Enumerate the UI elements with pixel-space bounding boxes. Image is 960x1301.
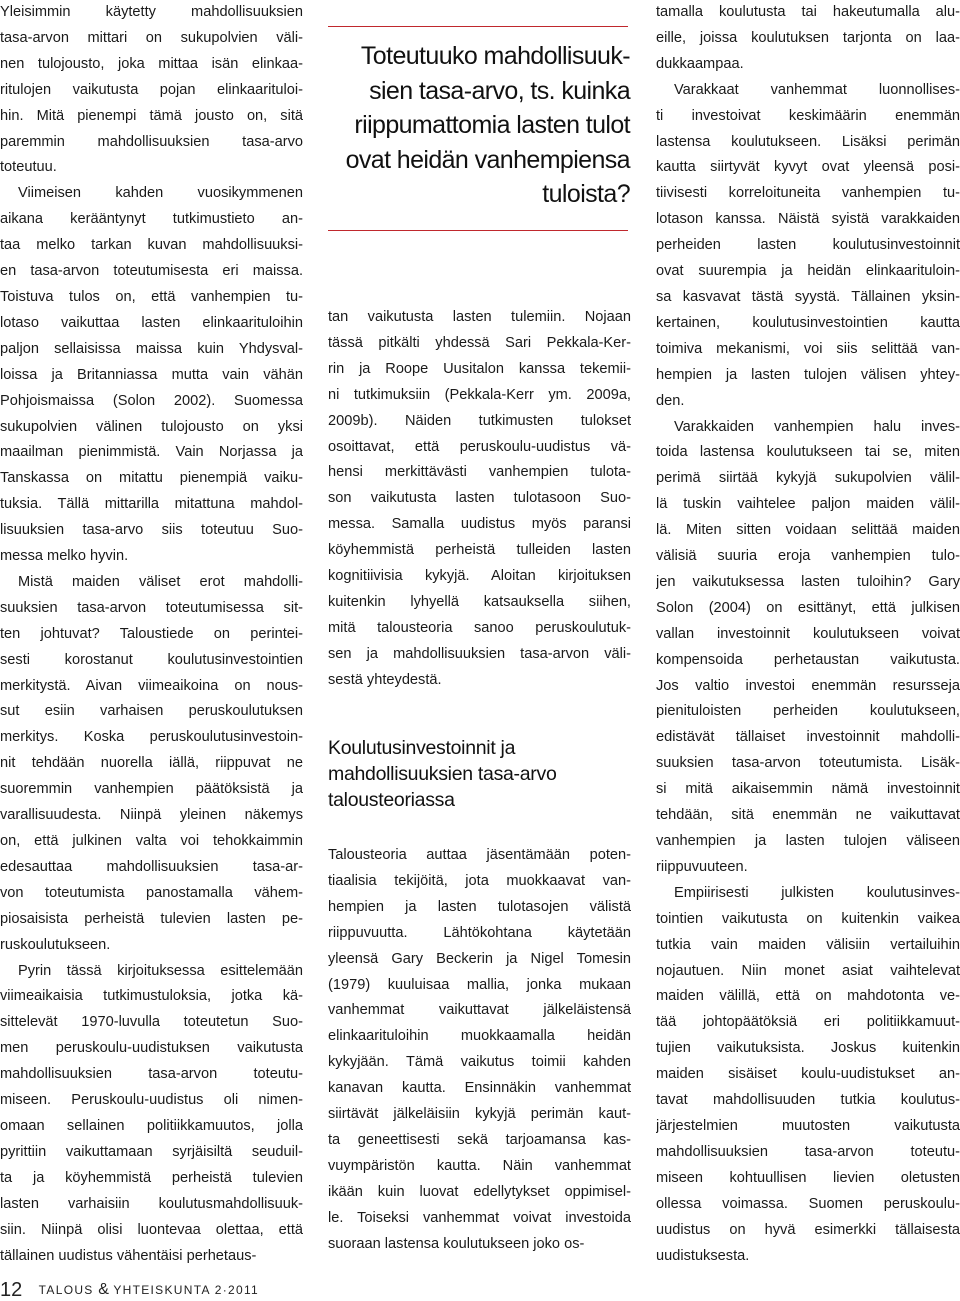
text-line: tamalla koulutusta tai hakeutumalla alu-	[656, 4, 960, 20]
pull-quote-bottom-rule	[328, 230, 628, 231]
text-line: en tasa-arvon toteutumisesta eri maissa.	[0, 263, 303, 280]
text-line: hempien ja lasten tulotasojen välistä	[328, 898, 631, 915]
text-line: ritulojen vaikutusta pojan elinkaarituloi-	[0, 81, 303, 98]
text-line: Tanskassa on mitattu pienempiä vaiku-	[0, 470, 303, 487]
text-line: ni tutkimuksiin (Pekkala-Kerr ym. 2009a,	[328, 386, 631, 403]
text-line: Mistä maiden väliset erot mahdolli-	[18, 573, 303, 590]
text-line: lastensa koulutukseen. Lisäksi perimän	[656, 133, 960, 150]
text-line: ti investoivat keskimäärin enemmän	[656, 107, 960, 124]
column-3	[656, 0, 960, 1269]
text-line: nit tehdään nuorella iällä, riippuvat ne	[0, 755, 303, 772]
text-line: kertainen, koulutusinvestointien kautta	[656, 314, 960, 331]
page-number: 12	[0, 1279, 23, 1301]
pull-quote-line: sien tasa-arvo, ts. kuinka	[369, 76, 630, 105]
text-line: kautta siirtyvät kyvyt ovat yleensä posi-	[656, 159, 960, 176]
publication-name-part2: YHTEISKUNTA 2·2011	[113, 1283, 259, 1297]
text-line: messa. Samalla uudistus myös paransi	[328, 516, 631, 533]
paragraph	[0, 570, 303, 959]
page-footer	[0, 1277, 400, 1299]
text-line: tällainen uudistus vähentäisi perhetaus-	[0, 1247, 257, 1264]
text-line: edistävät tällaiset investoinnit mahdolli-	[656, 729, 960, 746]
text-line: Viimeisen kahden vuosikymmenen	[18, 185, 303, 202]
text-line: paremmin mahdollisuuksien tasa-arvo	[0, 133, 303, 150]
text-line: lä tuskin vaihtelee paljon maiden välil-	[656, 496, 960, 513]
text-line: vanhempien ja lasten tulojen väliseen	[656, 833, 960, 849]
text-line: sut esiin varhaisen peruskoulutuksen	[0, 703, 303, 720]
text-line: maailman pienimmistä. Vain Norjassa ja	[0, 444, 303, 461]
text-line: kuitenkin lyhyellä katsauksella siihen,	[328, 593, 631, 610]
text-line: tasa-arvon mittari on sukupolvien väli-	[0, 29, 303, 46]
pull-quote-line: riippumattomia lasten tulot	[354, 111, 630, 140]
section-heading-line: mahdollisuuksien tasa-arvo	[328, 763, 557, 785]
text-line: lotason kanssa. Näistä syistä varakkaiden	[656, 211, 960, 228]
text-line: hensi merkittävästi vanhempien tulota-	[328, 464, 631, 481]
text-line: taa melko tarkan kuvan mahdollisuuksi-	[0, 237, 303, 254]
text-line: miseen kohtuullisen lievien oletusten	[656, 1169, 960, 1186]
text-line: maiden sisäiset koulu-uudistukset an-	[656, 1066, 960, 1083]
text-line: jen vaikutuksessa lasten tuloihin? Gary	[656, 573, 960, 590]
text-line: on, että julkinen valta voi tehokkaimmin	[0, 833, 303, 849]
text-line: rin ja Roope Uusitalon kanssa tekemii-	[328, 360, 631, 377]
text-line: sittelevät 1970-luvulla toteutetun Suo-	[0, 1014, 303, 1031]
text-line: köyhemmistä perheistä tulleiden lasten	[328, 542, 631, 559]
text-line: järjestelmien muutosten vaikutusta	[656, 1117, 960, 1134]
text-line: vuympäristön kautta. Näin vanhemmat	[328, 1157, 631, 1174]
text-line: tavat mahdollisuuden tutkia koulutus-	[656, 1092, 960, 1109]
text-line: ikään kuin luovat edellytykset oppimisel-	[328, 1183, 631, 1200]
text-line: uudistuksesta.	[656, 1247, 750, 1264]
text-line: elinkaarituloihin muokkaamalla heidän	[328, 1028, 631, 1045]
text-line: vallan investoinnit koulutukseen voivat	[656, 625, 960, 642]
text-line: riippuvuutta. Lähtökohtana käytetään	[328, 924, 631, 941]
text-line: ta ja köyhemmistä perheistä tulevien	[0, 1169, 303, 1186]
text-line: kanavan kautta. Ensinnäkin vanhemmat	[328, 1080, 631, 1097]
publication-ampersand: &	[98, 1281, 109, 1298]
text-line: miseen. Peruskoulu-uudistus oli nimen-	[0, 1092, 303, 1109]
text-line: osoittavat, että peruskoulu-uudistus vä-	[328, 438, 631, 455]
text-line: Jos valtio investoi enemmän resursseja	[656, 677, 960, 694]
text-line: sa kasvavat tästä syystä. Tällainen yksin-	[656, 288, 960, 305]
text-line: Solon (2004) on esittänyt, että julkisen	[656, 599, 960, 616]
pull-quote-top-rule	[328, 26, 628, 27]
text-line: eille, joissa koulutuksen tarjonta on laa-	[656, 29, 960, 46]
text-line: merkitystä. Aivan viimeaikoina on nous-	[0, 677, 303, 694]
text-line: lasten varhaisiin koulutusmahdollisuuk-	[0, 1195, 303, 1212]
section-heading	[328, 735, 630, 813]
text-line: välisiä suuria eroja vanhempien tulo-	[656, 548, 960, 565]
text-line: tiivisesti korreloituneita vanhempien tu-	[656, 185, 960, 202]
text-line: le. Toiseksi vanhemmat voivat investoida	[328, 1209, 631, 1226]
text-line: Varakkaiden vanhempien halu inves-	[674, 418, 960, 435]
text-line: toteutuu.	[0, 159, 57, 176]
text-line: tiaalisia tekijöitä, jota muokkaavat van-	[328, 872, 631, 889]
text-line: nen tulojousto, joka mittaa isän elinkaa-	[0, 55, 303, 72]
text-line: tuksia. Tällä mittarilla mitattuna mahdol-	[0, 496, 303, 513]
text-line: perimä siirtää kykyjä sukupolvien välil-	[656, 470, 960, 487]
text-line: tointien vaikutusta on kuitenkin vaikea	[656, 910, 960, 927]
text-line: sestä yhteydestä.	[328, 671, 442, 688]
text-line: dukkaampaa.	[656, 55, 744, 72]
text-line: uudistus on hyvä esimerkki tällaisesta	[656, 1221, 960, 1238]
text-line: toida lastensa koulutukseen tai se, miten	[656, 444, 960, 461]
text-line: tutkia vain maiden välisiin vertailuihin	[656, 936, 960, 953]
text-line: sukupolvien välinen tulojousto on yksi	[0, 418, 303, 435]
text-line: ollessa voimassa. Suomen peruskoulu-	[656, 1195, 960, 1212]
paragraph	[656, 881, 960, 1270]
paragraph	[0, 0, 303, 181]
text-line: messa melko hyvin.	[0, 548, 129, 565]
text-line: toimiva mekanismi, voi siis selittää van-	[656, 340, 960, 357]
text-line: piosaisista perheistä tulevien lasten pe-	[0, 910, 303, 927]
text-line: Yleisimmin käytetty mahdollisuuksien	[0, 4, 303, 20]
text-line: Talousteoria auttaa jäsentämään poten-	[328, 847, 631, 863]
text-line: ovat suurempia ja heidän elinkaarituloin-	[656, 263, 960, 280]
text-line: si mitä aikaisemmin nämä investoinnit	[656, 781, 960, 798]
text-line: edesauttaa mahdollisuuksien tasa-ar-	[0, 858, 303, 875]
text-line: Empiirisesti julkisten koulutusinves-	[674, 884, 960, 901]
text-line: ruskoulutukseen.	[0, 936, 111, 953]
text-line: hin. Mitä pienempi tämä jousto on, sitä	[0, 107, 303, 124]
text-line: omaan sellainen politiikkamuutos, jolla	[0, 1117, 303, 1134]
text-line: varallisuudesta. Niinpä yleinen näkemys	[0, 807, 303, 824]
pull-quote	[328, 26, 630, 231]
text-line: tässä pitkälti yhdessä Sari Pekkala-Ker-	[328, 334, 631, 351]
text-line: suuksien tasa-arvon toteutumista. Lisäk-	[656, 755, 960, 772]
text-line: Pyrin tässä kirjoituksessa esittelemään	[18, 962, 303, 979]
text-line: kykyjään. Tämä vaikutus toimii kahden	[328, 1054, 631, 1071]
text-line: tehdään, sitä enemmän ne vaikuttavat	[656, 807, 960, 824]
text-line: lä. Miten sitten voidaan selittää maiden	[656, 522, 960, 539]
pull-quote-line: Toteutuuko mahdollisuuk-	[360, 42, 630, 70]
text-line: suoraan lastensa koulutukseen joko os-	[328, 1235, 585, 1252]
pull-quote-line: ovat heidän vanhempiensa	[345, 145, 630, 174]
paragraph	[656, 415, 960, 881]
text-line: 2009b). Näiden tutkimusten tulokset	[328, 412, 631, 429]
text-line: suuksien tasa-arvon toteutumisessa sit-	[0, 599, 303, 616]
text-line: lotaso vaikuttaa lasten elinkaarituloihin	[0, 314, 303, 331]
pull-quote-text	[328, 39, 630, 212]
text-line: ta geneettisesti sekä tarjoamansa kas-	[328, 1131, 631, 1148]
text-line: (1979) kuuluisaa mallia, jonka mukaan	[328, 976, 631, 993]
text-line: mahdollisuuksien tasa-arvon toteutu-	[656, 1143, 960, 1160]
text-line: viimeaikaisia tutkimustuloksia, jotka kä-	[0, 988, 303, 1005]
text-line: sesti korostanut koulutusinvestointien	[0, 651, 303, 668]
paragraph	[328, 843, 631, 1258]
publication-name-part1: TALOUS	[38, 1283, 94, 1297]
text-line: Varakkaat vanhemmat luonnollises-	[674, 81, 960, 98]
text-line: merkitys. Koska peruskoulutusinvestoin-	[0, 729, 303, 746]
text-line: siin. Niinpä olisi luontevaa olettaa, että	[0, 1221, 303, 1238]
text-line: aikana kerääntynyt tutkimustieto an-	[0, 211, 303, 228]
text-line: Pohjoismaissa (Solon 2002). Suomessa	[0, 392, 303, 409]
text-line: hempien ja lasten tulojen välisen yhtey-	[656, 366, 960, 383]
column-2-top-text	[328, 305, 631, 694]
paragraph	[656, 78, 960, 415]
text-line: nojautuen. Niin monet asiat vaihtelevat	[656, 962, 960, 979]
text-line: men peruskoulu-uudistuksen vaikutusta	[0, 1040, 303, 1057]
paragraph	[328, 305, 631, 694]
paragraph	[0, 959, 303, 1270]
text-line: siirtävät jälkeläisiin kykyjä perimän kaut-	[328, 1106, 631, 1123]
text-line: tujien vaikutuksista. Joskus kuitenkin	[656, 1040, 960, 1057]
text-line: kognitiivisia kykyjä. Aloitan kirjoituksen	[328, 568, 631, 585]
column-2-bottom-text	[328, 843, 631, 1258]
section-heading-line: Koulutusinvestoinnit ja	[328, 737, 516, 759]
text-line: yleensä Gary Beckerin ja Nigel Tomesin	[328, 950, 631, 967]
text-line: pyrittiin vaikuttamaan syrjäisiltä seuduil-	[0, 1143, 303, 1160]
text-line: lisuuksien tasa-arvo siis toteutuu Suo-	[0, 522, 303, 539]
column-1	[0, 0, 303, 1269]
paragraph	[0, 181, 303, 570]
text-line: loissa ja Britanniassa mutta vain vähän	[0, 366, 303, 383]
text-line: paljon sellaisissa maissa kuin Yhdysval-	[0, 340, 303, 357]
text-line: den.	[656, 392, 685, 409]
paragraph	[656, 0, 960, 78]
text-line: suoremmin vanhempien päätöksistä ja	[0, 781, 303, 798]
section-heading-line: talousteoriassa	[328, 789, 455, 811]
text-line: vanhemmat vaikuttavat jälkeläistensä	[328, 1002, 631, 1019]
text-line: maiden välillä, että on mahdotonta ve-	[656, 988, 960, 1005]
text-line: kompensoida perhetaustan vaikutusta.	[656, 651, 960, 668]
text-line: pienituloisten perheiden koulutukseen,	[656, 703, 960, 720]
text-line: Toistuva tulos on, että vanhempien tu-	[0, 288, 303, 305]
text-line: ten johtuvat? Taloustiede on perintei-	[0, 625, 303, 642]
text-line: perheiden lasten koulutusinvestoinnit	[656, 237, 960, 254]
text-line: tää johtopäätöksiä eri politiikkamuut-	[656, 1014, 960, 1031]
text-line: son vaikutusta lasten tulotasoon Suo-	[328, 490, 631, 507]
text-line: tan vaikutusta lasten tulemiin. Nojaan	[328, 309, 631, 325]
text-line: sen ja mahdollisuuksien tasa-arvon väli-	[328, 645, 631, 662]
text-line: mitä talousteoria sanoo peruskoulutuk-	[328, 619, 631, 636]
text-line: mahdollisuuksien tasa-arvon toteutu-	[0, 1066, 303, 1083]
pull-quote-line: tuloista?	[542, 180, 630, 209]
text-line: riippuvuuteen.	[656, 858, 748, 875]
text-line: von toteutumista panostamalla vähem-	[0, 884, 303, 901]
